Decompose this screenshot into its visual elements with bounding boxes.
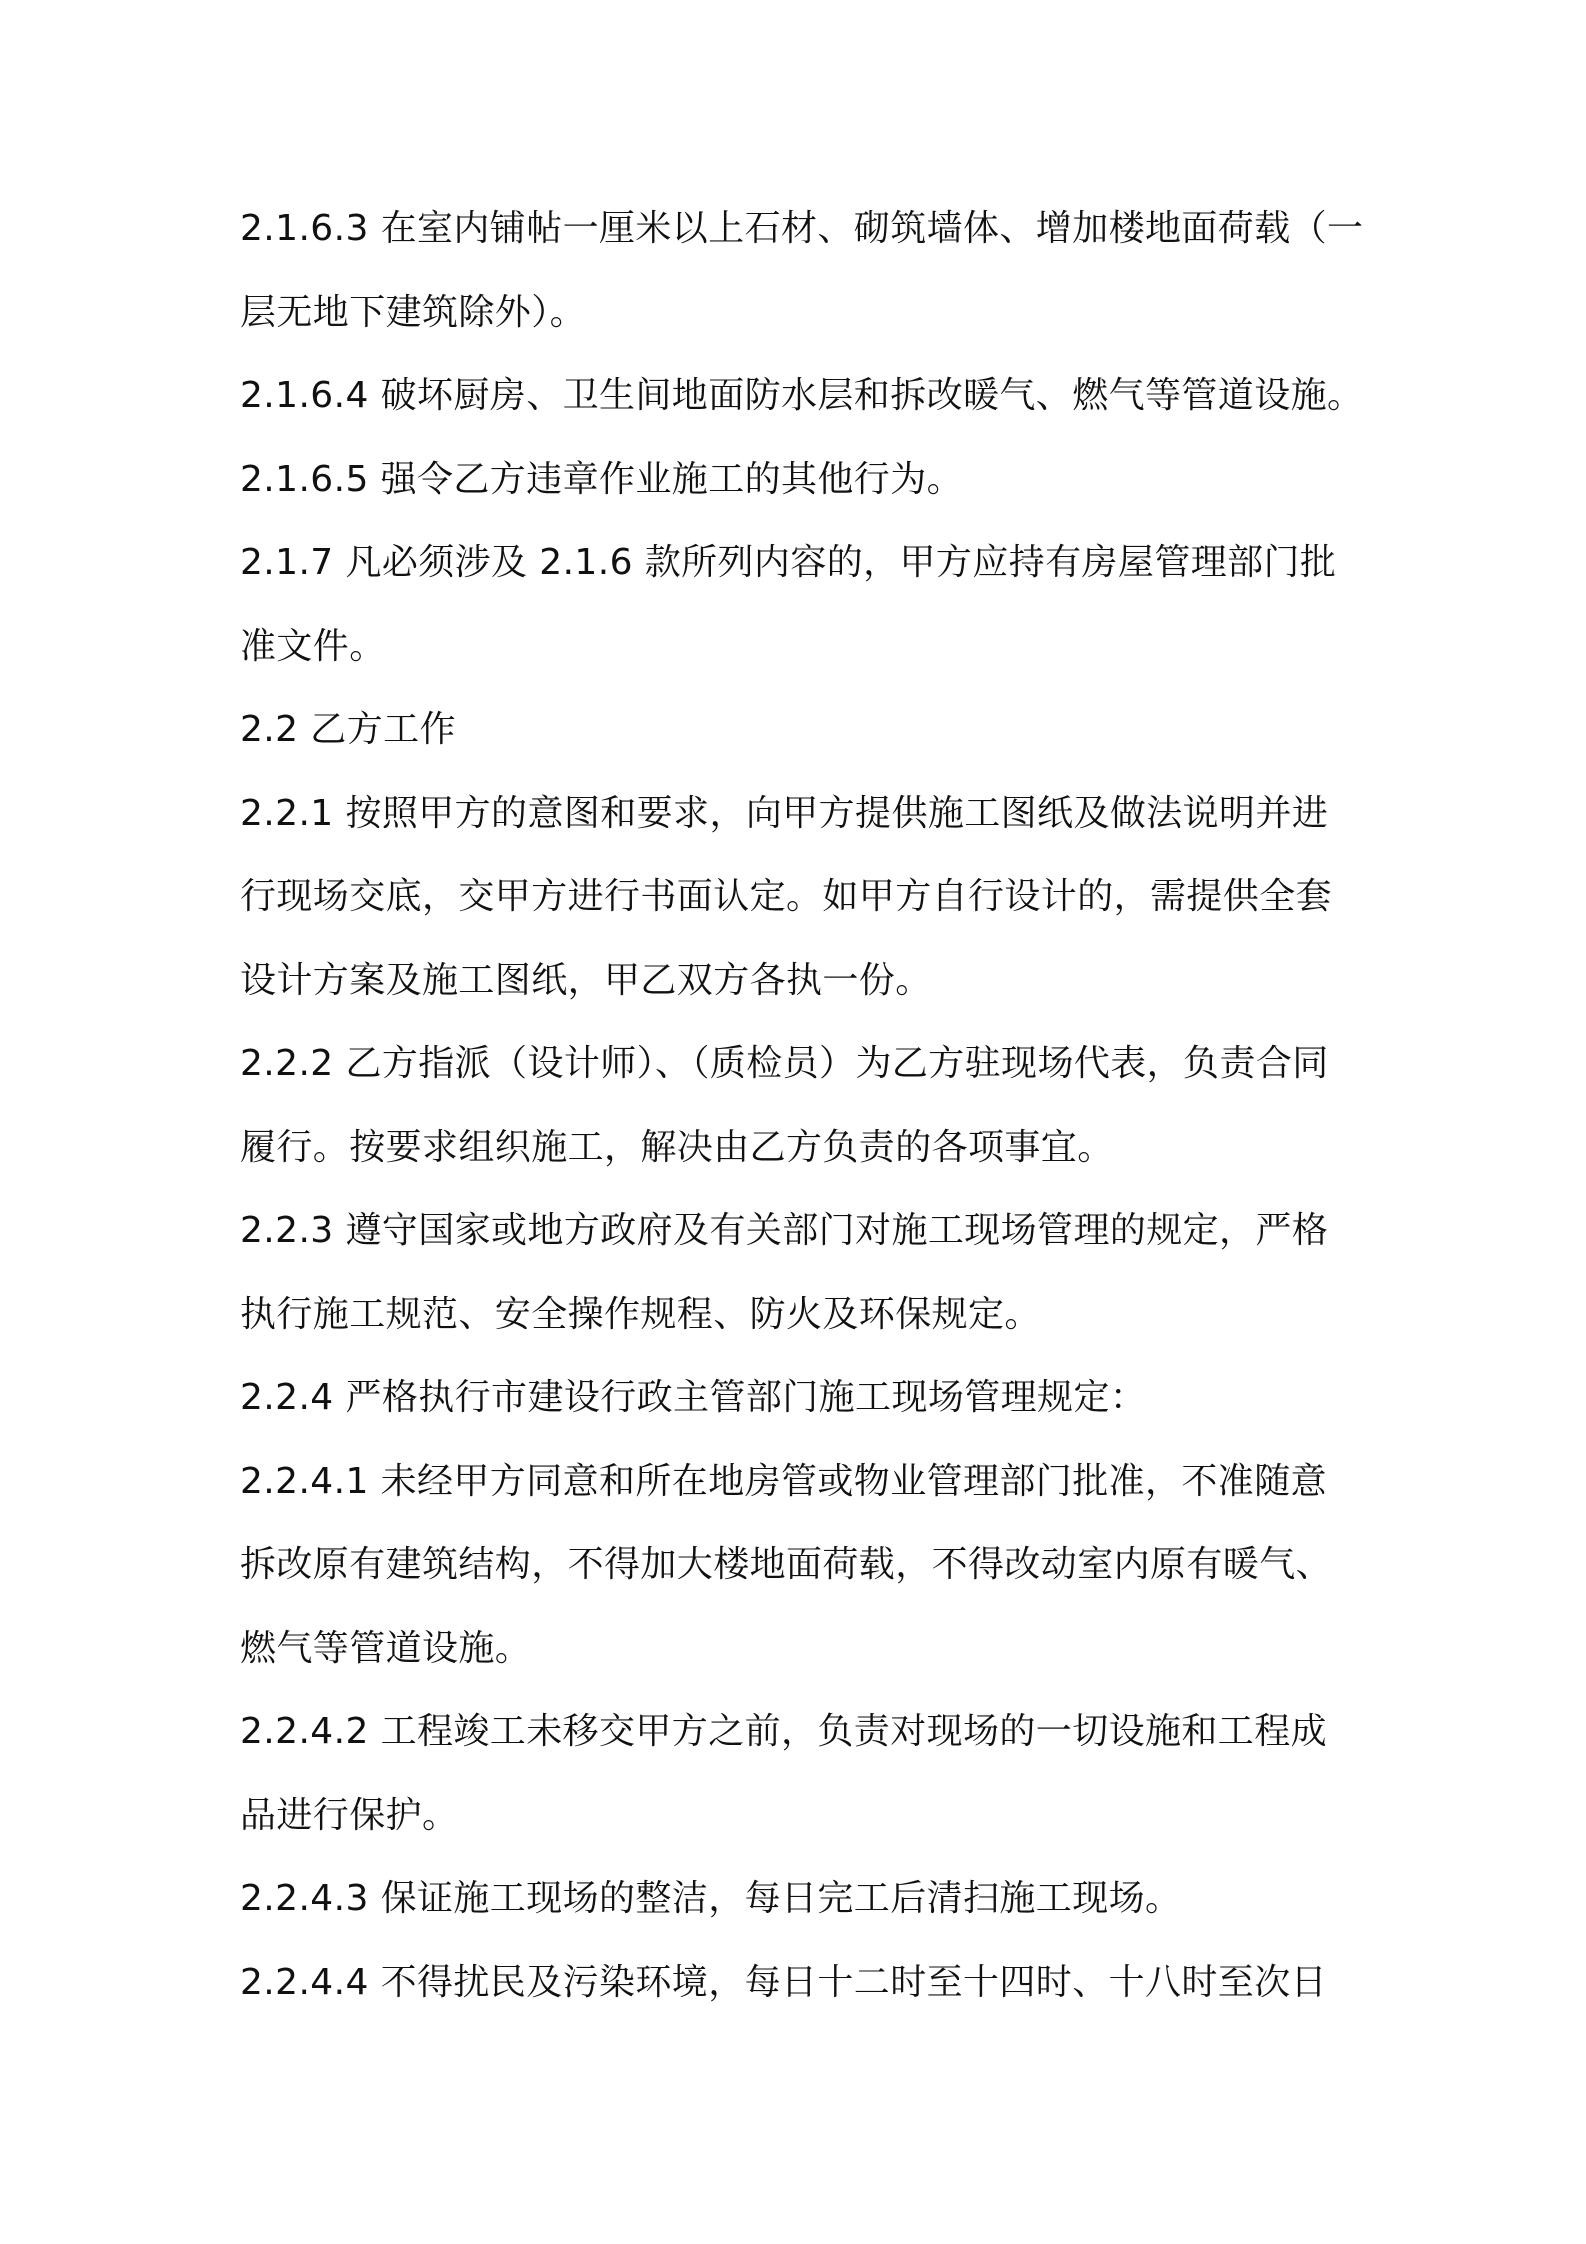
text-line-15: 2.2.4 严格执行市建设行政主管部门施工现场管理规定：	[240, 1377, 1147, 1418]
text-line-1: 2.1.6.3 在室内铺帖一厘米以上石材、砌筑墙体、增加楼地面荷载（一	[240, 208, 1364, 249]
document-body	[240, 198, 1370, 2035]
text-line-8: 2.2.1 按照甲方的意图和要求，向甲方提供施工图纸及做法说明并进	[240, 792, 1329, 834]
text-line-5: 2.1.7 凡必须涉及 2.1.6 款所列内容的，甲方应持有房屋管理部门批	[240, 542, 1337, 583]
text-line-17: 拆改原有建筑结构，不得加大楼地面荷载，不得改动室内原有暖气、	[240, 1544, 1333, 1585]
text-line-4: 2.1.6.5 强令乙方违章作业施工的其他行为。	[240, 458, 963, 500]
text-line-11: 2.2.2 乙方指派（设计师）、（质检员）为乙方驻现场代表，负责合同	[240, 1043, 1329, 1084]
section-heading-2-2: 2.2 乙方工作	[240, 709, 456, 750]
text-line-18: 燃气等管道设施。	[240, 1627, 532, 1669]
text-line-10: 设计方案及施工图纸，甲乙双方各执一份。	[240, 959, 932, 1001]
text-line-16: 2.2.4.1 未经甲方同意和所在地房管或物业管理部门批准，不准随意	[240, 1460, 1327, 1502]
text-line-22: 2.2.4.4 不得扰民及污染环境，每日十二时至十四时、十八时至次日	[240, 1961, 1327, 2003]
text-line-6: 准文件。	[240, 625, 386, 667]
text-line-14: 执行施工规范、安全操作规程、防火及环保规定。	[240, 1293, 1041, 1335]
text-line-12: 履行。按要求组织施工，解决由乙方负责的各项事宜。	[240, 1126, 1114, 1168]
text-line-21: 2.2.4.3 保证施工现场的整洁，每日完工后清扫施工现场。	[240, 1878, 1182, 1919]
text-line-20: 品进行保护。	[240, 1794, 459, 1836]
text-line-3: 2.1.6.4 破坏厨房、卫生间地面防水层和拆改暖气、燃气等管道设施。	[240, 375, 1364, 416]
text-line-13: 2.2.3 遵守国家或地方政府及有关部门对施工现场管理的规定，严格	[240, 1210, 1329, 1251]
text-line-9: 行现场交底，交甲方进行书面认定。如甲方自行设计的，需提供全套	[240, 876, 1333, 917]
text-line-19: 2.2.4.2 工程竣工未移交甲方之前，负责对现场的一切设施和工程成	[240, 1711, 1327, 1752]
text-line-2: 层无地下建筑除外）。	[240, 291, 587, 333]
